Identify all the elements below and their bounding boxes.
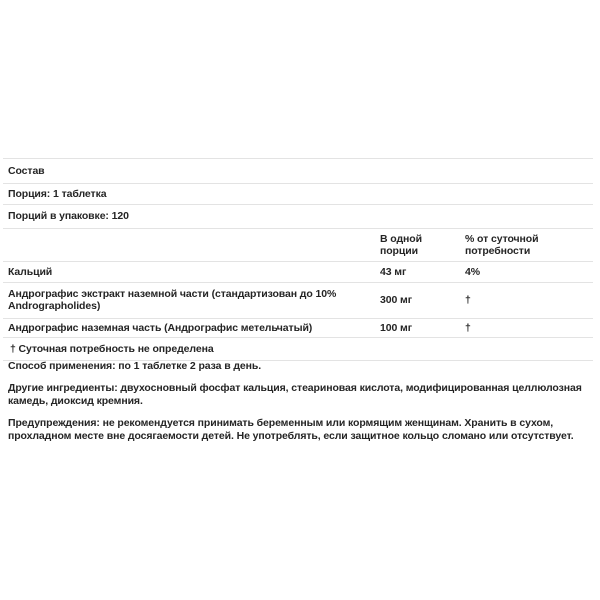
table-row xyxy=(3,318,593,337)
directions-paragraph: Способ применения: по 1 таблетке 2 раза в день. xyxy=(8,360,262,372)
ingredient-amount: 43 мг xyxy=(380,266,407,278)
ingredient-name: Андрографис наземная часть (Андрографис метельчатый) xyxy=(8,322,313,334)
ingredient-daily-value: † xyxy=(465,294,471,306)
section-title-row xyxy=(3,158,593,183)
product-info-paragraphs xyxy=(3,352,593,443)
serving-size-text: Порция: 1 таблетка xyxy=(8,188,107,200)
section-title: Состав xyxy=(8,165,45,177)
ingredient-amount: 100 мг xyxy=(380,322,412,334)
header-amount-per-serving: В одной порции xyxy=(380,233,422,257)
ingredient-name: Андрографис экстракт наземной части (стандартизован до 10% Andrographolides) xyxy=(8,288,337,312)
servings-per-container-row xyxy=(3,204,593,228)
serving-size-row xyxy=(3,183,593,204)
supplement-facts-table xyxy=(3,158,593,361)
header-daily-value: % от суточной потребности xyxy=(465,233,539,257)
table-row xyxy=(3,282,593,318)
servings-per-container-text: Порций в упаковке: 120 xyxy=(8,210,129,222)
ingredient-name: Кальций xyxy=(8,266,53,278)
warnings-paragraph: Предупреждения: не рекомендуется принимать беременным или кормящим женщинам. Хранить в сухом, прохладном месте вне досягаемости детей. Не употреблять, если защитное кольцо сломано или отсутствует. xyxy=(8,417,574,442)
footnote-text: † Суточная потребность не определена xyxy=(10,343,214,355)
ingredient-daily-value: † xyxy=(465,322,471,334)
table-header-row xyxy=(3,228,593,261)
ingredient-amount: 300 мг xyxy=(380,294,412,306)
other-ingredients-paragraph: Другие ингредиенты: двухосновный фосфат кальция, стеариновая кислота, модифицированная целлюлозная камедь, диоксид кремния. xyxy=(8,382,582,407)
table-row xyxy=(3,261,593,282)
ingredient-daily-value: 4% xyxy=(465,266,480,278)
